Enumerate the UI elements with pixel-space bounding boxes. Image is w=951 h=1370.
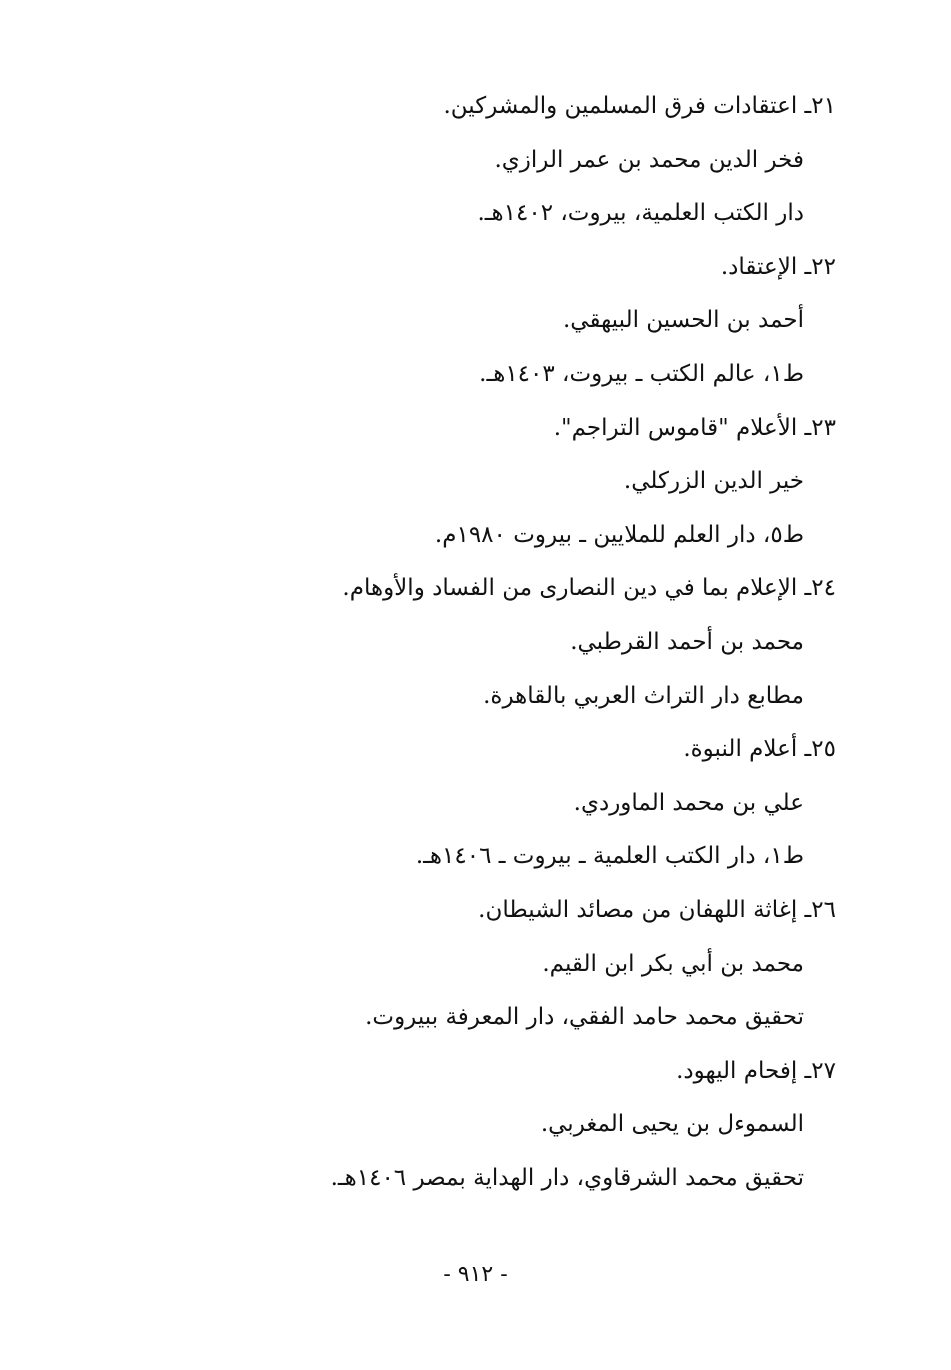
bibliography-entry <box>196 80 836 241</box>
bibliography-entry <box>196 241 836 402</box>
bibliography-entry <box>196 402 836 563</box>
entry-author: أحمد بن الحسين البيهقي. <box>562 307 804 334</box>
entry-publisher: مطابع دار التراث العربي بالقاهرة. <box>483 682 804 709</box>
bibliography-list <box>196 80 836 1205</box>
entry-author: علي بن محمد الماوردي. <box>573 789 804 816</box>
entry-publisher: تحقيق محمد حامد الفقي، دار المعرفة ببيروت. <box>365 1004 804 1031</box>
entry-author: محمد بن أحمد القرطبي. <box>570 628 804 655</box>
entry-author: السموءل بن يحيى المغربي. <box>540 1111 804 1138</box>
entry-author: فخر الدين محمد بن عمر الرازي. <box>494 146 804 173</box>
bibliography-entry <box>196 884 836 1045</box>
entry-title: ٢٦ـ إغاثة اللهفان من مصائد الشيطان. <box>478 896 836 923</box>
entry-title: ٢٥ـ أعلام النبوة. <box>683 736 836 763</box>
entry-title: ٢٤ـ الإعلام بما في دين النصارى من الفساد والأوهام. <box>342 575 836 602</box>
bibliography-entry <box>196 1045 836 1206</box>
page-number: - ٩١٢ - <box>443 1262 508 1287</box>
bibliography-entry <box>196 723 836 884</box>
entry-author: محمد بن أبي بكر ابن القيم. <box>542 950 804 977</box>
entry-publisher: دار الكتب العلمية، بيروت، ١٤٠٢هـ. <box>477 200 804 227</box>
entry-publisher: ط١، دار الكتب العلمية ـ بيروت ـ ١٤٠٦هـ. <box>415 843 804 870</box>
entry-publisher: تحقيق محمد الشرقاوي، دار الهداية بمصر ١٤٠٦هـ. <box>330 1164 804 1191</box>
entry-title: ٢١ـ اعتقادات فرق المسلمين والمشركين. <box>443 93 836 119</box>
bibliography-entry <box>196 562 836 723</box>
entry-publisher: ط٥، دار العلم للملايين ـ بيروت ١٩٨٠م. <box>434 521 804 548</box>
entry-title: ٢٧ـ إفحام اليهود. <box>676 1057 836 1084</box>
entry-title: ٢٢ـ الإعتقاد. <box>720 253 836 280</box>
entry-title: ٢٣ـ الأعلام "قاموس التراجم". <box>553 414 836 441</box>
entry-publisher: ط١، عالم الكتب ـ بيروت، ١٤٠٣هـ. <box>479 360 804 387</box>
entry-author: خير الدين الزركلي. <box>623 468 804 495</box>
